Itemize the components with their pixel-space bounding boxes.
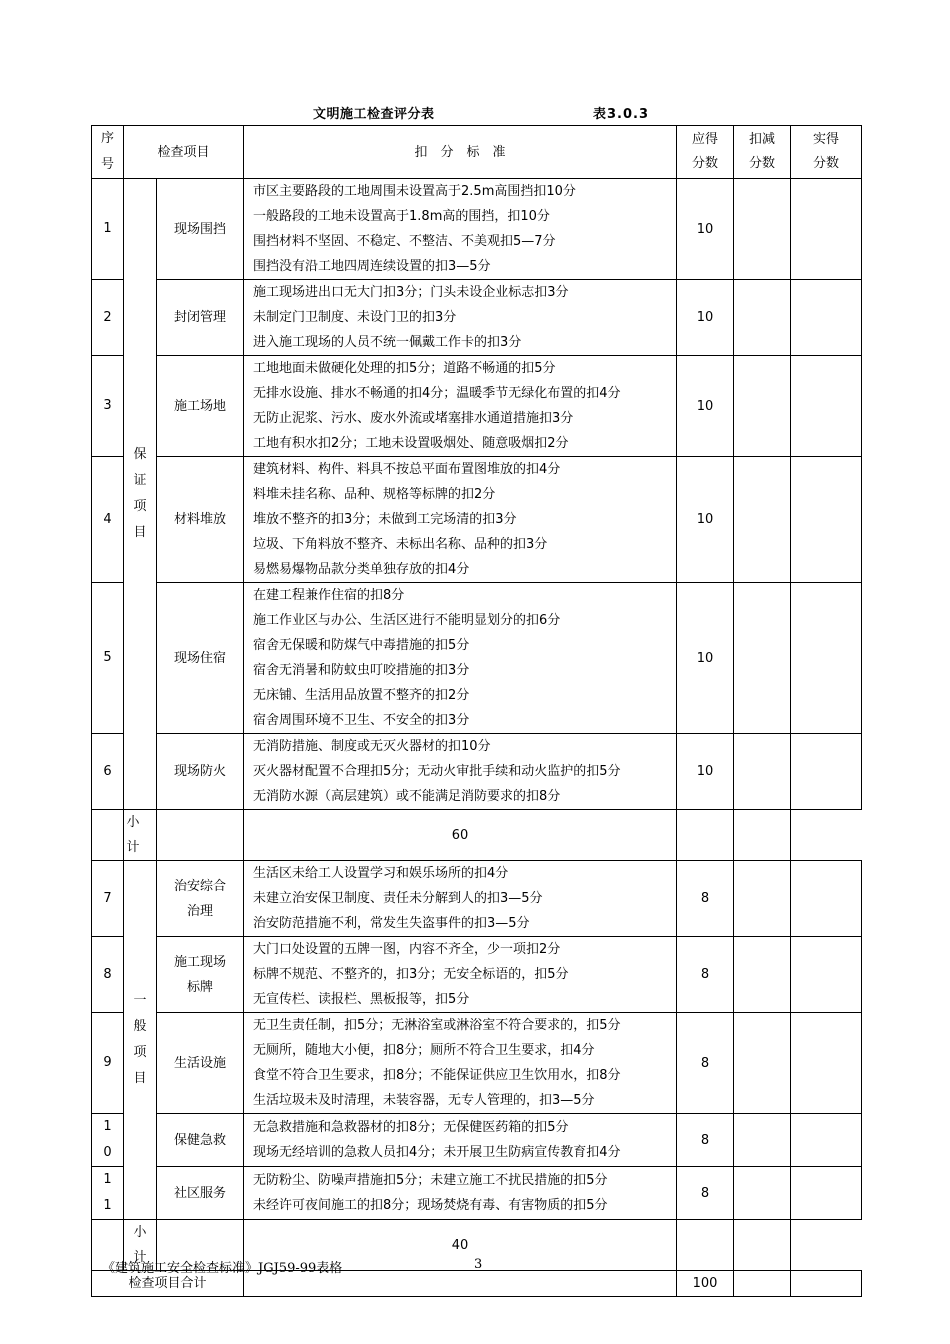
- header-no: 序号: [92, 126, 124, 179]
- standard-line: 生活垃圾未及时清理，未装容器，无专人管理的，扣3—5分: [253, 1093, 595, 1108]
- standard-line: 无消防水源（高层建筑）或不能满足消防要求的扣8分: [253, 789, 561, 804]
- subtotal-actual-cell[interactable]: [734, 810, 791, 861]
- general-section: [92, 861, 862, 1220]
- table-row: [92, 861, 862, 937]
- standard-line: 生活区未给工人设置学习和娱乐场所的扣4分: [253, 866, 509, 881]
- standard-line: 无防止泥浆、污水、废水外流或堵塞排水通道措施扣3分: [253, 411, 574, 426]
- deduct-score-cell[interactable]: [734, 861, 791, 937]
- standard-line: 无排水设施、排水不畅通的扣4分；温暖季节无绿化布置的扣4分: [253, 386, 621, 401]
- deduct-score-cell[interactable]: [734, 1013, 791, 1114]
- standard-line: 现场无经培训的急救人员扣4分；未开展卫生防病宣传教育扣4分: [253, 1145, 621, 1160]
- table-row: [92, 457, 862, 583]
- row-number: 8: [92, 937, 124, 1013]
- header-deduct: 扣减分数: [734, 126, 791, 179]
- due-score: 10: [677, 280, 734, 356]
- subtotal-label: 小 计: [124, 1220, 157, 1271]
- standard-line: 标牌不规范、不整齐的，扣3分；无安全标语的，扣5分: [253, 967, 569, 982]
- standard-line: 易燃易爆物品款分类单独存放的扣4分: [253, 562, 470, 577]
- deduct-score-cell[interactable]: [734, 356, 791, 457]
- standard-line: 宿舍周围环境不卫生、不安全的扣3分: [253, 713, 470, 728]
- standard-line: 无卫生责任制，扣5分；无淋浴室或淋浴室不符合要求的，扣5分: [253, 1018, 621, 1033]
- page-number: 3: [474, 1257, 483, 1272]
- row-number: 5: [92, 583, 124, 734]
- deduction-standard: [244, 1167, 677, 1220]
- standard-line: 宿舍无保暖和防煤气中毒措施的扣5分: [253, 638, 470, 653]
- score-table: [91, 125, 862, 1297]
- subtotal-label: 小 计: [124, 810, 157, 861]
- row-number: 10: [92, 1114, 124, 1167]
- standard-line: 无消防措施、制度或无灭火器材的扣10分: [253, 739, 491, 754]
- actual-score-cell[interactable]: [791, 1114, 862, 1167]
- actual-score-cell[interactable]: [791, 734, 862, 810]
- row-number: 7: [92, 861, 124, 937]
- standard-line: 未经许可夜间施工的扣8分；现场焚烧有毒、有害物质的扣5分: [253, 1198, 608, 1213]
- header-due: 应得分数: [677, 126, 734, 179]
- standard-line: 在建工程兼作住宿的扣8分: [253, 588, 405, 603]
- group-label: 一般项目: [124, 861, 157, 1220]
- due-score: 10: [677, 179, 734, 280]
- table-row: [92, 937, 862, 1013]
- total-score: 100: [677, 1271, 734, 1297]
- standard-line: 一般路段的工地未设置高于1.8m高的围挡，扣10分: [253, 209, 550, 224]
- standard-line: 无急救措施和急救器材的扣8分；无保健医药箱的扣5分: [253, 1120, 569, 1135]
- table-row: [92, 356, 862, 457]
- total-deduct-cell[interactable]: [734, 1271, 791, 1297]
- header-actual: 实得分数: [791, 126, 862, 179]
- subtotal-score: 40: [244, 1220, 677, 1271]
- actual-score-cell[interactable]: [791, 583, 862, 734]
- item-name: 封闭管理: [157, 280, 244, 356]
- total-label: 检查项目合计: [92, 1271, 244, 1297]
- table-row: [92, 734, 862, 810]
- standard-line: 进入施工现场的人员不统一佩戴工作卡的扣3分: [253, 335, 522, 350]
- subtotal-score: 60: [244, 810, 677, 861]
- table-number: 表3.0.3: [593, 107, 650, 122]
- standard-line: 未建立治安保卫制度、责任未分解到人的扣3—5分: [253, 891, 543, 906]
- deduction-standard: [244, 457, 677, 583]
- group-label: 保证项目: [124, 179, 157, 810]
- actual-score-cell[interactable]: [791, 1167, 862, 1220]
- actual-score-cell[interactable]: [791, 179, 862, 280]
- due-score: 8: [677, 937, 734, 1013]
- page-title: 文明施工检查评分表: [313, 107, 435, 122]
- due-score: 10: [677, 356, 734, 457]
- deduct-score-cell[interactable]: [734, 734, 791, 810]
- standard-line: 无宣传栏、读报栏、黑板报等，扣5分: [253, 992, 470, 1007]
- actual-score-cell[interactable]: [791, 280, 862, 356]
- actual-score-cell[interactable]: [791, 1013, 862, 1114]
- deduct-score-cell[interactable]: [734, 1114, 791, 1167]
- subtotal-deduct-cell[interactable]: [677, 1220, 734, 1271]
- item-name: 生活设施: [157, 1013, 244, 1114]
- table-row: [92, 280, 862, 356]
- standard-line: 食堂不符合卫生要求，扣8分；不能保证供应卫生饮用水，扣8分: [253, 1068, 621, 1083]
- standard-line: 大门口处设置的五牌一图，内容不齐全，少一项扣2分: [253, 942, 561, 957]
- row-number: 2: [92, 280, 124, 356]
- standard-line: 治安防范措施不利，常发生失盗事件的扣3—5分: [253, 916, 530, 931]
- row-number: 1: [92, 179, 124, 280]
- standard-line: 围挡没有沿工地四周连续设置的扣3—5分: [253, 259, 491, 274]
- item-name: 材料堆放: [157, 457, 244, 583]
- deduction-standard: [244, 861, 677, 937]
- standard-line: 市区主要路段的工地周围未设置高于2.5m高围挡扣10分: [253, 184, 576, 199]
- due-score: 10: [677, 734, 734, 810]
- deduction-standard: [244, 937, 677, 1013]
- standard-line: 灭火器材配置不合理扣5分；无动火审批手续和动火监护的扣5分: [253, 764, 621, 779]
- row-number: 4: [92, 457, 124, 583]
- actual-score-cell[interactable]: [791, 457, 862, 583]
- deduct-score-cell[interactable]: [734, 179, 791, 280]
- row-number: 6: [92, 734, 124, 810]
- deduct-score-cell[interactable]: [734, 280, 791, 356]
- due-score: 8: [677, 1167, 734, 1220]
- item-name: 现场防火: [157, 734, 244, 810]
- table-row: [92, 1114, 862, 1167]
- actual-score-cell[interactable]: [791, 937, 862, 1013]
- subtotal-row-guarantee: [92, 810, 862, 861]
- source-footer: 《建筑施工安全检查标准》JGJ59-99表格: [102, 1261, 343, 1276]
- deduction-standard: [244, 583, 677, 734]
- deduct-score-cell[interactable]: [734, 937, 791, 1013]
- standard-line: 无厕所，随地大小便，扣8分；厕所不符合卫生要求，扣4分: [253, 1043, 595, 1058]
- deduction-standard: [244, 280, 677, 356]
- due-score: 8: [677, 861, 734, 937]
- standard-line: 施工作业区与办公、生活区进行不能明显划分的扣6分: [253, 613, 561, 628]
- total-actual-cell[interactable]: [791, 1271, 862, 1297]
- due-score: 10: [677, 583, 734, 734]
- header-row: [92, 126, 862, 179]
- table-row: [92, 1167, 862, 1220]
- item-name: 治安综合治理: [157, 861, 244, 937]
- subtotal-deduct-cell[interactable]: [677, 810, 734, 861]
- due-score: 8: [677, 1013, 734, 1114]
- item-name: 现场住宿: [157, 583, 244, 734]
- standard-line: 建筑材料、构件、料具不按总平面布置图堆放的扣4分: [253, 462, 561, 477]
- item-name: 保健急救: [157, 1114, 244, 1167]
- deduction-standard: [244, 734, 677, 810]
- header-standard: 扣 分 标 准: [244, 126, 677, 179]
- standard-line: 无床铺、生活用品放置不整齐的扣2分: [253, 688, 470, 703]
- item-name: 施工场地: [157, 356, 244, 457]
- standard-line: 料堆未挂名称、品种、规格等标牌的扣2分: [253, 487, 496, 502]
- actual-score-cell[interactable]: [791, 356, 862, 457]
- standard-line: 施工现场进出口无大门扣3分；门头未设企业标志扣3分: [253, 285, 569, 300]
- table-row: [92, 1013, 862, 1114]
- standard-line: 工地有积水扣2分；工地未设置吸烟处、随意吸烟扣2分: [253, 436, 569, 451]
- deduction-standard: [244, 1013, 677, 1114]
- actual-score-cell[interactable]: [791, 861, 862, 937]
- table-row: [92, 583, 862, 734]
- guarantee-section: [92, 179, 862, 810]
- due-score: 10: [677, 457, 734, 583]
- deduction-standard: [244, 356, 677, 457]
- deduction-standard: [244, 1114, 677, 1167]
- standard-line: 堆放不整齐的扣3分；未做到工完场清的扣3分: [253, 512, 517, 527]
- deduction-standard: [244, 179, 677, 280]
- item-name: 施工现场标牌: [157, 937, 244, 1013]
- item-name: 现场围挡: [157, 179, 244, 280]
- subtotal-actual-cell[interactable]: [734, 1220, 791, 1271]
- standard-line: 无防粉尘、防噪声措施扣5分；未建立施工不扰民措施的扣5分: [253, 1173, 608, 1188]
- deduct-score-cell[interactable]: [734, 1167, 791, 1220]
- standard-line: 工地地面未做硬化处理的扣5分；道路不畅通的扣5分: [253, 361, 556, 376]
- header-item: 检查项目: [124, 126, 244, 179]
- title-row: [0, 100, 950, 122]
- item-name: 社区服务: [157, 1167, 244, 1220]
- row-number: 9: [92, 1013, 124, 1114]
- standard-line: 宿舍无消暑和防蚊虫叮咬措施的扣3分: [253, 663, 470, 678]
- standard-line: 未制定门卫制度、未设门卫的扣3分: [253, 310, 457, 325]
- deduct-score-cell[interactable]: [734, 457, 791, 583]
- due-score: 8: [677, 1114, 734, 1167]
- row-number: 3: [92, 356, 124, 457]
- standard-line: 垃圾、下角料放不整齐、未标出名称、品种的扣3分: [253, 537, 548, 552]
- standard-line: 围挡材料不坚固、不稳定、不整洁、不美观扣5—7分: [253, 234, 556, 249]
- row-number: 11: [92, 1167, 124, 1220]
- deduct-score-cell[interactable]: [734, 583, 791, 734]
- table-row: [92, 179, 862, 280]
